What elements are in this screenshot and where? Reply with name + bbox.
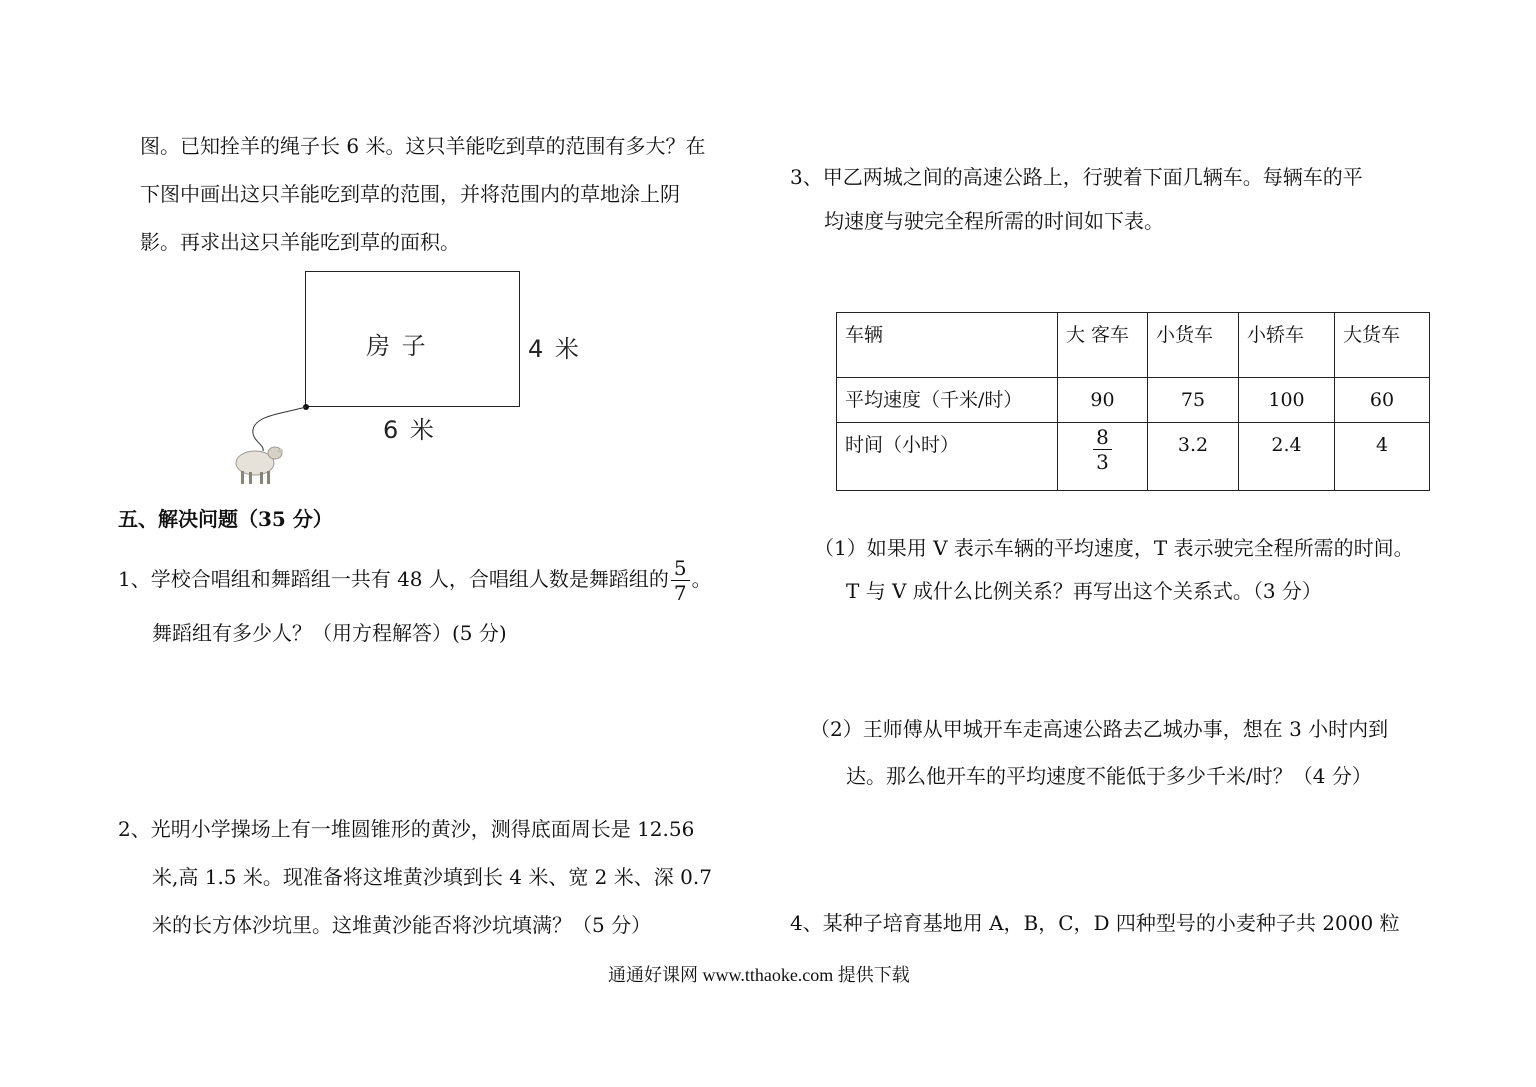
table-row-speed xyxy=(837,378,1430,423)
header-big-truck: 大货车 xyxy=(1335,313,1430,378)
intro-line-3: 影。再求出这只羊能吃到草的面积。 xyxy=(140,230,460,254)
vehicle-table xyxy=(836,312,1430,491)
time-small-truck: 3.2 xyxy=(1148,423,1239,491)
q1-end: 。 xyxy=(691,567,712,591)
sheep-rope-illustration xyxy=(225,395,335,490)
table-header-row xyxy=(837,313,1430,378)
question-3-line-1: 3、甲乙两城之间的高速公路上，行驶着下面几辆车。每辆车的平 xyxy=(790,165,1363,189)
question-3-sub-1-line-2: T 与 V 成什么比例关系？再写出这个关系式。（3 分） xyxy=(846,579,1322,603)
time-bus xyxy=(1058,423,1148,491)
question-4-line-1: 4、某种子培育基地用 A，B，C，D 四种型号的小麦种子共 2000 粒 xyxy=(790,911,1400,935)
header-vehicle: 车辆 xyxy=(837,313,1058,378)
table-row-time xyxy=(837,423,1430,491)
time-bus-numerator: 8 xyxy=(1096,425,1109,449)
speed-label: 平均速度（千米/时） xyxy=(837,378,1058,423)
q1-fraction-denominator: 7 xyxy=(673,581,687,605)
question-1-line-2: 舞蹈组有多少人？（用方程解答）(5 分) xyxy=(152,621,507,645)
question-2-line-2: 米,高 1.5 米。现准备将这堆黄沙填到长 4 米、宽 2 米、深 0.7 xyxy=(152,865,712,889)
house-label: 房 子 xyxy=(366,332,428,360)
header-small-truck: 小货车 xyxy=(1148,313,1239,378)
speed-car: 100 xyxy=(1239,378,1335,423)
height-label: 4 米 xyxy=(528,335,581,363)
time-label: 时间（小时） xyxy=(837,423,1058,491)
header-bus: 大 客车 xyxy=(1058,313,1148,378)
question-2-line-1: 2、光明小学操场上有一堆圆锥形的黄沙，测得底面周长是 12.56 xyxy=(118,817,695,841)
intro-line-2: 下图中画出这只羊能吃到草的范围，并将范围内的草地涂上阴 xyxy=(140,182,680,206)
intro-line-1: 图。已知拴羊的绳子长 6 米。这只羊能吃到草的范围有多大？在 xyxy=(140,134,706,158)
question-3-sub-2-line-1: （2）王师傅从甲城开车走高速公路去乙城办事，想在 3 小时内到 xyxy=(810,717,1389,741)
header-car: 小轿车 xyxy=(1239,313,1335,378)
footer-text: 通通好课网 www.tthaoke.com 提供下载 xyxy=(608,965,910,985)
section-title: 五、解决问题（35 分） xyxy=(118,507,333,531)
time-bus-denominator: 3 xyxy=(1096,450,1109,474)
question-3-line-2: 均速度与驶完全程所需的时间如下表。 xyxy=(824,209,1164,233)
sheep-icon xyxy=(236,447,283,484)
question-1-line-1 xyxy=(118,556,712,605)
time-car: 2.4 xyxy=(1239,423,1335,491)
speed-small-truck: 75 xyxy=(1148,378,1239,423)
question-2-line-3: 米的长方体沙坑里。这堆黄沙能否将沙坑填满？（5 分） xyxy=(152,913,652,937)
time-bus-fraction xyxy=(1093,425,1112,474)
rope-line xyxy=(253,407,306,451)
question-3-sub-1-line-1: （1）如果用 V 表示车辆的平均速度，T 表示驶完全程所需的时间。 xyxy=(814,536,1414,560)
q1-fraction xyxy=(671,556,690,605)
speed-big-truck: 60 xyxy=(1335,378,1430,423)
q1-fraction-numerator: 5 xyxy=(673,556,687,580)
question-3-sub-2-line-2: 达。那么他开车的平均速度不能低于多少千米/时？（4 分） xyxy=(846,764,1372,788)
time-big-truck: 4 xyxy=(1335,423,1430,491)
speed-bus: 90 xyxy=(1058,378,1148,423)
q1-text: 1、学校合唱组和舞蹈组一共有 48 人，合唱组人数是舞蹈组的 xyxy=(118,567,669,591)
width-label: 6 米 xyxy=(383,416,436,444)
